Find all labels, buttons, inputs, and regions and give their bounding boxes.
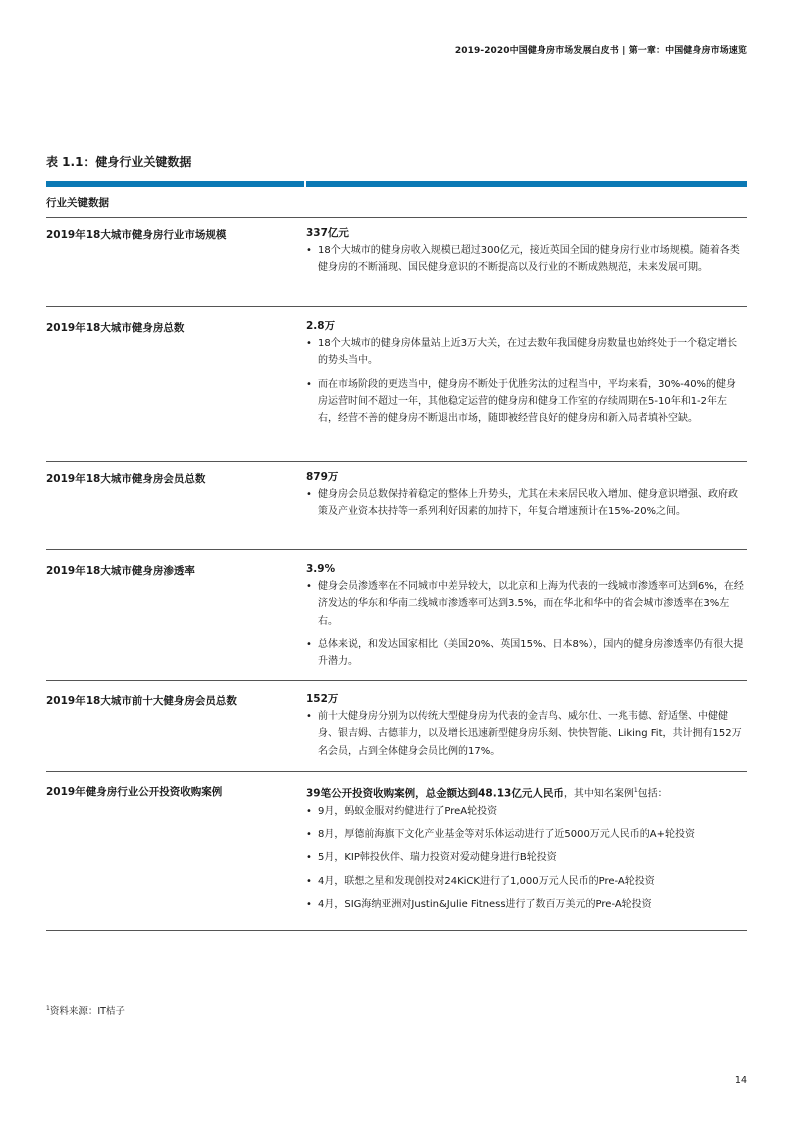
bullet-text: 9月，蚂蚁金服对约健进行了PreA轮投资 bbox=[318, 805, 498, 817]
footnote-text: 资料来源：IT桔子 bbox=[49, 1006, 125, 1017]
row-value: 879万 bbox=[306, 471, 339, 483]
divider bbox=[46, 217, 747, 218]
row-value-suffix-2: 包括： bbox=[637, 788, 668, 800]
divider bbox=[46, 930, 747, 931]
bullet-list bbox=[306, 803, 746, 913]
row-label: 2019年18大城市健身房行业市场规模 bbox=[46, 229, 227, 241]
row-content bbox=[306, 782, 746, 919]
bullet-icon: • bbox=[306, 828, 312, 840]
footnote bbox=[46, 1003, 125, 1017]
list-item bbox=[306, 376, 746, 428]
table-title: 表 1.1：健身行业关键数据 bbox=[46, 155, 192, 169]
list-item bbox=[306, 873, 746, 890]
list-item bbox=[306, 486, 746, 521]
row-content bbox=[306, 691, 746, 766]
bullet-text: 总体来说，和发达国家相比（美国20%、英国15%、日本8%），国内的健身房渗透率仍有很大提升潜力。 bbox=[318, 638, 744, 668]
bullet-text: 18个大城市的健身房收入规模已超过300亿元，接近英国全国的健身房行业市场规模。随着各类健身房的不断涌现、国民健身意识的不断提高以及行业的不断成熟规范，未来发展可期。 bbox=[318, 245, 740, 274]
bullet-text: 4月，SIG海纳亚洲对Justin&Julie Fitness进行了数百万美元的Pre-A轮投资 bbox=[318, 898, 652, 910]
bullet-text: 18个大城市的健身房体量站上近3万大关，在过去数年我国健身房数量也始终处于一个稳定增长的势头当中。 bbox=[318, 338, 738, 367]
list-item bbox=[306, 636, 746, 671]
row-value: 337亿元 bbox=[306, 227, 349, 239]
list-item bbox=[306, 826, 746, 843]
row-value: 2.8万 bbox=[306, 320, 336, 332]
divider bbox=[46, 549, 747, 550]
divider bbox=[46, 461, 747, 462]
bullet-text: 健身会员渗透率在不同城市中差异较大，以北京和上海为代表的一线城市渗透率可达到6%，在经济发达的华东和华南二线城市渗透率可达到3.5%，而在华北和华中的省会城市渗透率在3%左右。 bbox=[318, 581, 744, 627]
bullet-icon: • bbox=[306, 378, 312, 390]
row-value: 3.9% bbox=[306, 563, 336, 575]
row-value: 152万 bbox=[306, 693, 339, 705]
row-value: 39笔公开投资收购案例，总金额达到48.13亿元人民币 bbox=[306, 787, 564, 800]
bullet-icon: • bbox=[306, 245, 312, 256]
bullet-text: 前十大健身房分别为以传统大型健身房为代表的金吉鸟、威尔仕、一兆韦德、舒适堡、中健健身、银吉姆、古德菲力，以及增长迅速新型健身房乐刻、快快智能、Liking Fit，共计拥有152万名会员，占到全体健身会员比例的17%。 bbox=[318, 711, 742, 757]
row-label: 2019年18大城市前十大健身房会员总数 bbox=[46, 695, 237, 707]
bullet-icon: • bbox=[306, 638, 312, 650]
list-item bbox=[306, 578, 746, 630]
bullet-text: 5月，KIP韩投伙伴、瑞力投资对爱动健身进行B轮投资 bbox=[318, 852, 557, 864]
bullet-icon: • bbox=[306, 338, 312, 349]
row-label: 2019年18大城市健身房渗透率 bbox=[46, 565, 195, 577]
row-content bbox=[306, 561, 746, 676]
table-top-bar-left bbox=[46, 181, 304, 187]
bullet-list bbox=[306, 242, 746, 277]
list-item bbox=[306, 242, 746, 277]
row-content bbox=[306, 225, 746, 283]
divider bbox=[46, 771, 747, 772]
list-item bbox=[306, 849, 746, 866]
row-value-line bbox=[306, 782, 746, 803]
row-content bbox=[306, 469, 746, 527]
page-number: 14 bbox=[734, 1075, 747, 1086]
bullet-list bbox=[306, 335, 746, 427]
footnote-mark: 1 bbox=[633, 787, 638, 794]
page-header: 2019-2020中国健身房市场发展白皮书 | 第一章：中国健身房市场速览 bbox=[454, 46, 747, 56]
row-value-suffix: ，其中知名案例 bbox=[563, 788, 634, 800]
bullet-text: 健身房会员总数保持着稳定的整体上升势头，尤其在未来居民收入增加、健身意识增强、政府政策及产业资本扶持等一系列利好因素的加持下，年复合增速预计在15%-20%之间。 bbox=[318, 489, 738, 518]
row-content bbox=[306, 318, 746, 433]
list-item bbox=[306, 335, 746, 370]
row-label: 2019年18大城市健身房总数 bbox=[46, 322, 185, 334]
list-item bbox=[306, 896, 746, 913]
bullet-list bbox=[306, 708, 746, 760]
list-item bbox=[306, 803, 746, 820]
bullet-icon: • bbox=[306, 581, 312, 592]
list-item bbox=[306, 708, 746, 760]
table-top-bar-right bbox=[306, 181, 747, 187]
divider bbox=[46, 306, 747, 307]
section-header: 行业关键数据 bbox=[46, 197, 109, 209]
row-label: 2019年健身房行业公开投资收购案例 bbox=[46, 786, 223, 798]
bullet-icon: • bbox=[306, 711, 312, 722]
bullet-icon: • bbox=[306, 852, 312, 864]
divider bbox=[46, 680, 747, 681]
bullet-text: 4月，联想之星和发现创投对24KiCK进行了1,000万元人民币的Pre-A轮投资 bbox=[318, 875, 655, 887]
bullet-text: 而在市场阶段的更迭当中，健身房不断处于优胜劣汰的过程当中，平均来看，30%-40%的健身房运营时间不超过一年，其他稳定运营的健身房和健身工作室的存续周期在5-10年和1-2年左右，经营不善的健身房不断退出市场，随即被经营良好的健身房和新入局者填补空缺。 bbox=[318, 378, 737, 425]
bullet-icon: • bbox=[306, 898, 312, 910]
footnote-mark: 1 bbox=[46, 1004, 50, 1012]
bullet-icon: • bbox=[306, 805, 312, 817]
row-label: 2019年18大城市健身房会员总数 bbox=[46, 473, 206, 485]
bullet-icon: • bbox=[306, 875, 312, 887]
bullet-text: 8月，厚德前海旗下文化产业基金等对乐体运动进行了近5000万元人民币的A+轮投资 bbox=[318, 828, 696, 840]
bullet-list bbox=[306, 486, 746, 521]
bullet-list bbox=[306, 578, 746, 670]
bullet-icon: • bbox=[306, 489, 312, 500]
